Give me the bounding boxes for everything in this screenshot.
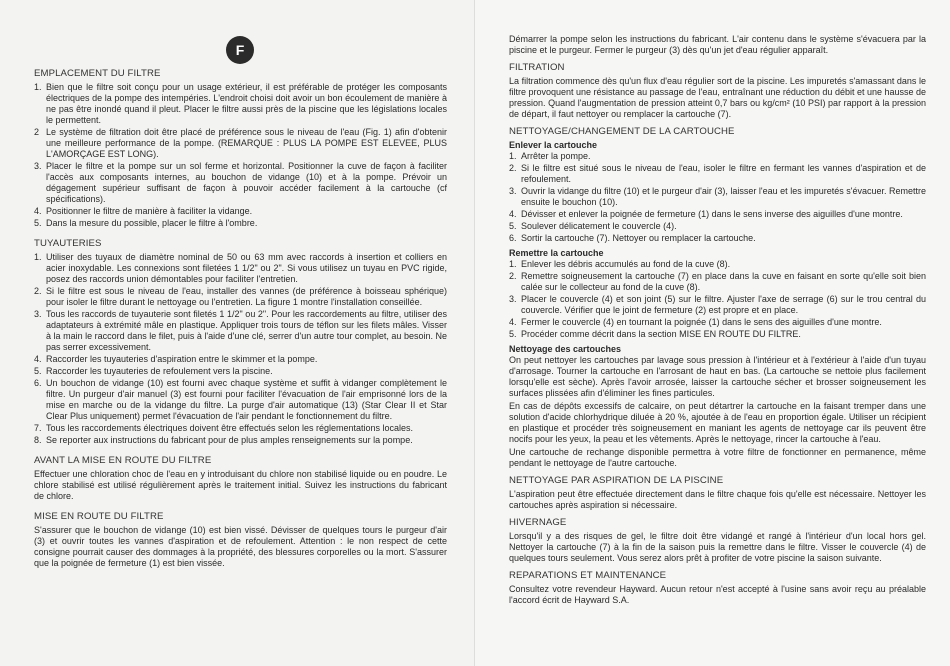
list-item: 5. Dans la mesure du possible, placer le filtre à l'ombre.: [34, 218, 258, 228]
right-page: [475, 0, 950, 666]
list-item: 1. Enlever les débris accumulés au fond de la cuve (8).: [509, 259, 731, 269]
section-heading: NETTOYAGE/CHANGEMENT DE LA CARTOUCHE: [509, 126, 735, 137]
section-tuyauteries: [34, 238, 447, 446]
section-heading: AVANT LA MISE EN ROUTE DU FILTRE: [34, 455, 212, 466]
section-mise-en-route: [34, 511, 447, 569]
section-emplacement: [34, 68, 447, 229]
list-item: 3. Tous les raccords de tuyauterie sont filetés 1 1/2" ou 2". Pour les raccordements au filtre, utiliser des adaptateurs à extrémité mâle en plastique. Appliquer trois tours de téflon sur les filets mâles. Visser à la main le raccord dans le filet, puis à l'aide d'une clé, serrer d'un autre tour complet, au besoin. Ne pas serrer excessivement.: [34, 309, 447, 352]
list-item: 4. Dévisser et enlever la poignée de fermeture (1) dans le sens inverse des aiguilles d'une montre.: [509, 209, 903, 219]
list-item: 2 Le système de filtration doit être placé de préférence sous le niveau de l'eau (Fig. 1) afin d'obtenir une meilleure performance de la pompe. (REMARQUE : PLUS LA POMPE EST ELEVEE, PLUS L'AMORÇAGE EST LONG).: [34, 127, 447, 159]
paragraph: La filtration commence dès qu'un flux d'eau régulier sort de la piscine. Les impuretés s'amassant dans le filtre provoquent une résistance au passage de l'eau, entraînant une réduction du débit et une hausse de pression. Quand l'augmentation de pression atteint 0,7 bars ou kg/cm² (10 PSI) par rapport à la pression de départ, il faut nettoyer ou remplacer la cartouche (7).: [509, 76, 927, 119]
list-item: 3. Placer le filtre et la pompe sur un sol ferme et horizontal. Positionner la cuve de façon à faciliter l'accès aux composants internes, au bouchon de vidange (10) et à la pompe. Prévoir un dégagement supérieur suffisant de façon à pouvoir accéder facilement à la cartouche (cf spécifications).: [34, 161, 447, 204]
section-heading: FILTRATION: [509, 62, 565, 73]
paragraph: Consultez votre revendeur Hayward. Aucun retour n'est accepté à l'usine sans avoir reçu au préalable l'accord écrit de Hayward S.A.: [509, 584, 926, 605]
list-item: 5. Procéder comme décrit dans la section MISE EN ROUTE DU FILTRE.: [509, 329, 801, 339]
list-item: 4. Fermer le couvercle (4) en tournant la poignée (1) dans le sens des aiguilles d'une montre.: [509, 317, 882, 327]
section-avant-mise-en-route: [34, 455, 447, 502]
section-hivernage: [509, 517, 926, 564]
badge-area: [34, 22, 447, 68]
numbered-list: [34, 252, 447, 446]
section-intro: [509, 34, 926, 56]
section-nettoyage-cartouche: [509, 126, 926, 469]
section-heading: HIVERNAGE: [509, 517, 567, 528]
list-item: 5. Soulever délicatement le couvercle (4).: [509, 221, 677, 231]
list-item: 3. Placer le couvercle (4) et son joint (5) sur le filtre. Ajuster l'axe de serrage (6) sur le trou central du couvercle. Vérifier que le joint de fermeture (2) est propre et en place.: [509, 294, 926, 315]
numbered-list: [509, 151, 926, 244]
list-item: 4. Positionner le filtre de manière à faciliter la vidange.: [34, 206, 253, 216]
list-item: 2. Si le filtre est sous le niveau de l'eau, installer des vannes (de préférence à boisseau sphérique) pour isoler le filtre durant le nettoyage ou l'entretien. La figure 1 montre l'installation conseillée.: [34, 286, 447, 307]
paragraph: En cas de dépôts excessifs de calcaire, on peut détartrer la cartouche en la faisant tremper dans une solution d'acide chlorhydrique diluée à 20 %, ajoutée à de l'eau en proportion égale. Utiliser un récipient en plastique et procéder très soigneusement en maniant les agents de nettoyage car ils peuvent être nocifs pour les yeux, la peau et les vêtements. Après le nettoyage, rincer la cartouche à l'eau.: [509, 401, 926, 444]
section-heading: EMPLACEMENT DU FILTRE: [34, 68, 161, 79]
list-item: 2. Remettre soigneusement la cartouche (7) en place dans la cuve en faisant en sorte qu'elle soit bien calée sur le collecteur au fond de la cuve (8).: [509, 271, 926, 292]
list-item: 5. Raccorder les tuyauteries de refoulement vers la piscine.: [34, 366, 273, 376]
list-item: 7. Tous les raccordements électriques doivent être effectués selon les réglementations locales.: [34, 423, 414, 433]
paragraph: S'assurer que le bouchon de vidange (10) est bien vissé. Dévisser de quelques tours le purgeur d'air (3) et ouvrir toutes les vannes d'aspiration et de refoulement. Attention : le non respect de cette consigne pourrait causer des dommages à la propriété, des blessures corporelles ou la mort. S'assurer que la poignée de fermeture (1) est bien vissée.: [34, 525, 447, 568]
numbered-list: [509, 259, 926, 340]
list-item: 4. Raccorder les tuyauteries d'aspiration entre le skimmer et la pompe.: [34, 354, 318, 364]
section-heading: MISE EN ROUTE DU FILTRE: [34, 511, 164, 522]
list-item: 3. Ouvrir la vidange du filtre (10) et le purgeur d'air (3), laisser l'eau et les impuretés s'évacuer. Remettre ensuite le bouchon (10).: [509, 186, 926, 207]
paragraph: Démarrer la pompe selon les instructions du fabricant. L'air contenu dans le système s'évacuera par la piscine et le purgeur. Fermer le purgeur (3) dès qu'un jet d'eau régulier apparaît.: [509, 34, 926, 55]
subheading: Remettre la cartouche: [509, 248, 604, 258]
numbered-list: [34, 82, 447, 229]
list-item: 6. Un bouchon de vidange (10) est fourni avec chaque système et suffit à vidanger complètement le filtre. Un purgeur d'air manuel (3) est fourni pour faciliter l'évacuation de l'air emprisonné lors de la mise en marche ou de la vidange du filtre. La purge d'air automatique (13) (Star Clear II et Star Clear Plus uniquement) permet l'évacuation de l'air pendant le fonctionnement du filtre.: [34, 378, 447, 421]
list-item: 2. Si le filtre est situé sous le niveau de l'eau, isoler le filtre en fermant les vannes d'aspiration et de refoulement.: [509, 163, 926, 184]
language-badge: F: [226, 36, 254, 64]
list-item: 1. Arrêter la pompe.: [509, 151, 591, 161]
subheading: Nettoyage des cartouches: [509, 344, 622, 354]
section-heading: NETTOYAGE PAR ASPIRATION DE LA PISCINE: [509, 475, 724, 486]
section-reparations: [509, 570, 926, 606]
paragraph: Effectuer une chloration choc de l'eau en y introduisant du chlore non stabilisé liquide ou en poudre. Le chlore stabilisé est utilisé régulièrement après le traitement initial. Suivez les instructions du fabricant de chlore.: [34, 469, 447, 501]
paragraph: Lorsqu'il y a des risques de gel, le filtre doit être vidangé et rangé à l'intérieur d'un local hors gel. Nettoyer la cartouche (7) à la fin de la saison puis la remettre dans le filtre. Visser le couvercle (4) de quelques tours seulement. Vous serez alors prêt à profiter de votre piscine la saison suivante.: [509, 531, 926, 563]
paragraph: On peut nettoyer les cartouches par lavage sous pression à l'intérieur et à l'extérieur à l'aide d'un tuyau d'arrosage. Tourner la cartouche en l'arrosant de haut en bas. (La cartouche se nettoie plus facilement lorsqu'elle est sèche). Après l'avoir arrosée, laisser la cartouche sécher et brosser soigneusement les surfaces plissées afin d'éliminer les fines particules.: [509, 355, 926, 398]
list-item: 1. Utiliser des tuyaux de diamètre nominal de 50 ou 63 mm avec raccords à insertion et colliers en acier inoxydable. Les connexions sont filetées 1 1/2" ou 2". Si vous utilisez un tuyau en PVC rigide, posez des raccords union démontables pour faciliter l'entretien.: [34, 252, 447, 284]
list-item: 1. Bien que le filtre soit conçu pour un usage extérieur, il est préférable de protéger les composants électriques de la pompe des intempéries. L'endroit choisi doit avoir un bon écoulement de manière à ne pas être inondé quand il pleut. Placer le filtre aussi près de la piscine que les législations locales le permettent.: [34, 82, 447, 125]
paragraph: L'aspiration peut être effectuée directement dans le filtre chaque fois qu'elle est nécessaire. Nettoyer les cartouches après aspiration si nécessaire.: [509, 489, 926, 510]
paragraph: Une cartouche de rechange disponible permettra à votre filtre de fonctionner en permanence, même pendant le nettoyage de l'autre cartouche.: [509, 447, 926, 468]
section-heading: TUYAUTERIES: [34, 238, 102, 249]
section-aspiration: [509, 475, 926, 511]
subheading: Enlever la cartouche: [509, 140, 598, 150]
section-filtration: [509, 62, 926, 120]
list-item: 6. Sortir la cartouche (7). Nettoyer ou remplacer la cartouche.: [509, 233, 756, 243]
section-heading: REPARATIONS ET MAINTENANCE: [509, 570, 667, 581]
list-item: 8. Se reporter aux instructions du fabricant pour de plus amples renseignements sur la pompe.: [34, 435, 413, 445]
